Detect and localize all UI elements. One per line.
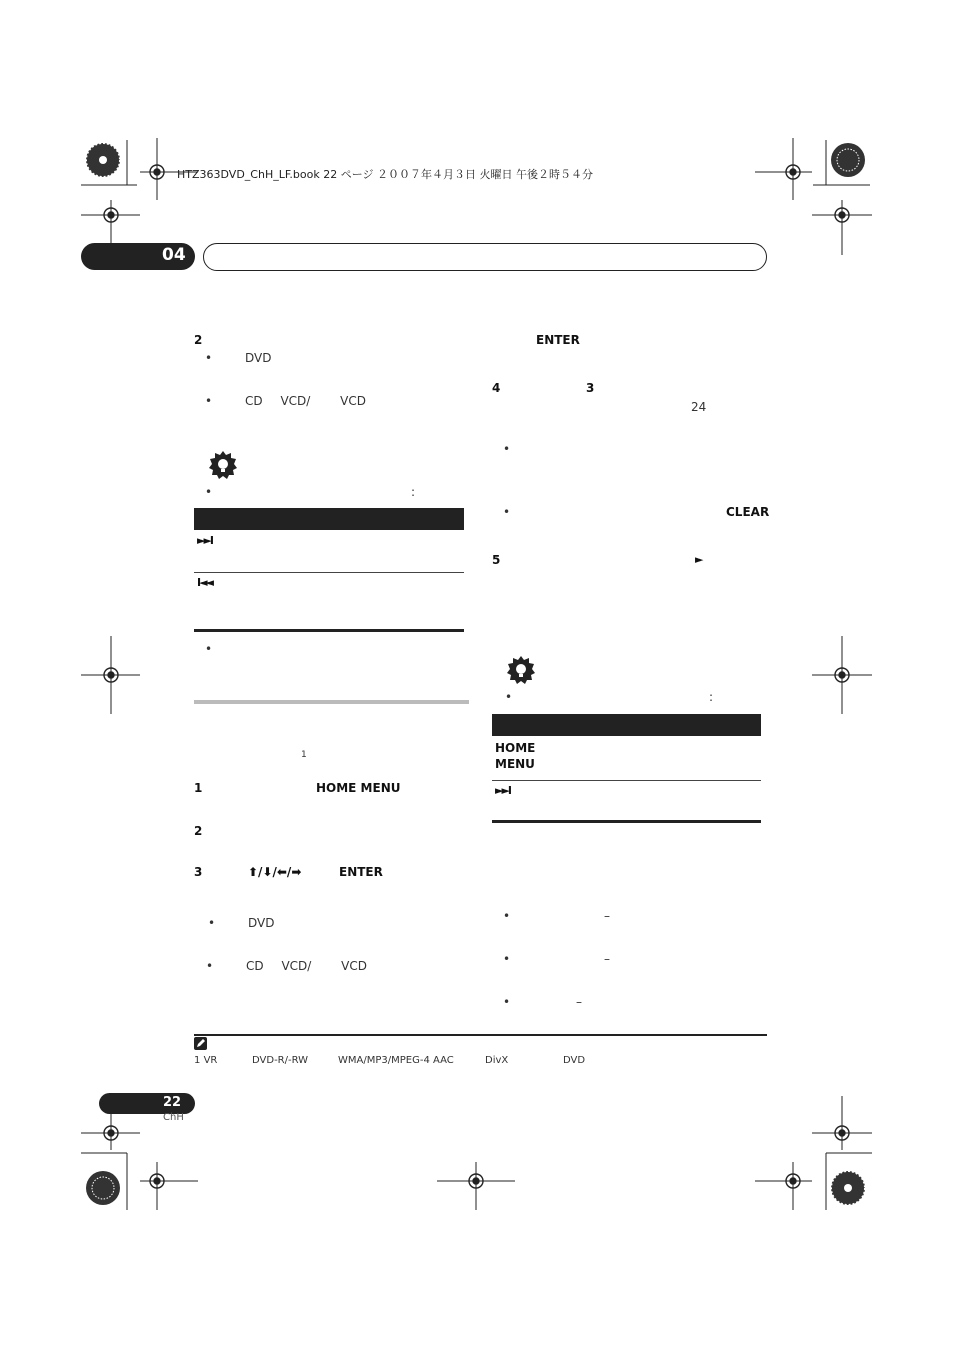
file-info-line: HTZ363DVD_ChH_LF.book 22 ページ ２００７年４月３日 火曜日 午後２時５４分 bbox=[177, 168, 593, 181]
vcd-label-3: VCD/ bbox=[281, 959, 312, 973]
dvd-label-2: DVD bbox=[248, 916, 275, 930]
vcd-label-1: VCD/ bbox=[280, 394, 311, 408]
footnote-dvd: DVD bbox=[563, 1055, 586, 1066]
clear-key: CLEAR bbox=[726, 505, 770, 519]
footnote-dvdr: DVD-R/-RW bbox=[252, 1055, 309, 1066]
dash-2: – bbox=[604, 952, 610, 966]
table-header bbox=[194, 508, 464, 530]
bullet-cd-vcd-2 bbox=[246, 959, 367, 973]
bullet-right-4 bbox=[543, 952, 610, 966]
footnote-ref: 1 bbox=[301, 750, 307, 760]
dash-1: – bbox=[604, 909, 610, 923]
play-icon: ► bbox=[695, 553, 704, 566]
tip-lightbulb-icon-right bbox=[506, 655, 536, 685]
footnote-text bbox=[194, 1055, 586, 1066]
step-2b-number: 2 bbox=[194, 824, 203, 838]
bullet-cd-vcd bbox=[245, 394, 366, 408]
table-bottom-rule bbox=[194, 629, 464, 632]
chapter-number: 04 bbox=[162, 245, 186, 265]
home-menu-key: HOME MENU bbox=[316, 781, 401, 795]
vcd-label-2: VCD bbox=[340, 394, 366, 408]
tip-colon: : bbox=[411, 485, 416, 499]
dvd-label: DVD bbox=[245, 351, 272, 365]
step-4-number: 4 bbox=[492, 381, 501, 395]
tip-lightbulb-icon bbox=[208, 450, 238, 480]
language-label: ChH bbox=[163, 1112, 184, 1123]
cd-label-2: CD bbox=[246, 959, 264, 973]
step-5-number: 5 bbox=[492, 553, 501, 567]
bullet-right-3 bbox=[543, 909, 610, 923]
enter-key: ENTER bbox=[339, 865, 383, 879]
footnote-rule bbox=[194, 1034, 767, 1036]
next-chapter-icon: ►►I bbox=[197, 534, 213, 547]
footnote-formats: WMA/MP3/MPEG-4 AAC bbox=[338, 1055, 454, 1066]
page-number: 22 bbox=[163, 1095, 182, 1110]
arrow-keys-icon: ⬆/⬇/⬅/➡ bbox=[248, 865, 302, 879]
footnote-divx: DivX bbox=[485, 1055, 509, 1066]
table-bottom-rule-right bbox=[492, 820, 761, 823]
tip-colon-right: : bbox=[709, 690, 714, 704]
vcd-label-4: VCD bbox=[341, 959, 367, 973]
footnote-vr: VR bbox=[203, 1055, 218, 1066]
bullet-right-5 bbox=[543, 995, 582, 1009]
home-menu-label-2: MENU bbox=[495, 757, 535, 771]
table-header-right bbox=[492, 714, 761, 736]
footnote-number: 1 bbox=[194, 1055, 201, 1066]
step-1-number: 1 bbox=[194, 781, 203, 795]
chapter-title-box bbox=[203, 243, 767, 271]
prev-chapter-icon: I◄◄ bbox=[197, 576, 213, 589]
bullet-dvd-2 bbox=[248, 916, 274, 930]
table-row-divider bbox=[194, 572, 464, 573]
step-2-number: 2 bbox=[194, 333, 203, 347]
table-row-divider-right bbox=[492, 780, 761, 781]
next-chapter-icon-right: ►►I bbox=[495, 784, 511, 797]
section-divider bbox=[194, 700, 469, 704]
step-4-ref: 3 bbox=[586, 381, 595, 395]
page-ref-24: 24 bbox=[691, 400, 707, 414]
step-3-number: 3 bbox=[194, 865, 203, 879]
enter-key-right: ENTER bbox=[536, 333, 580, 347]
cd-label: CD bbox=[245, 394, 263, 408]
bullet-dvd bbox=[245, 351, 271, 365]
dash-3: – bbox=[576, 995, 582, 1009]
home-menu-label-1: HOME bbox=[495, 741, 536, 755]
note-pencil-icon bbox=[194, 1037, 207, 1050]
